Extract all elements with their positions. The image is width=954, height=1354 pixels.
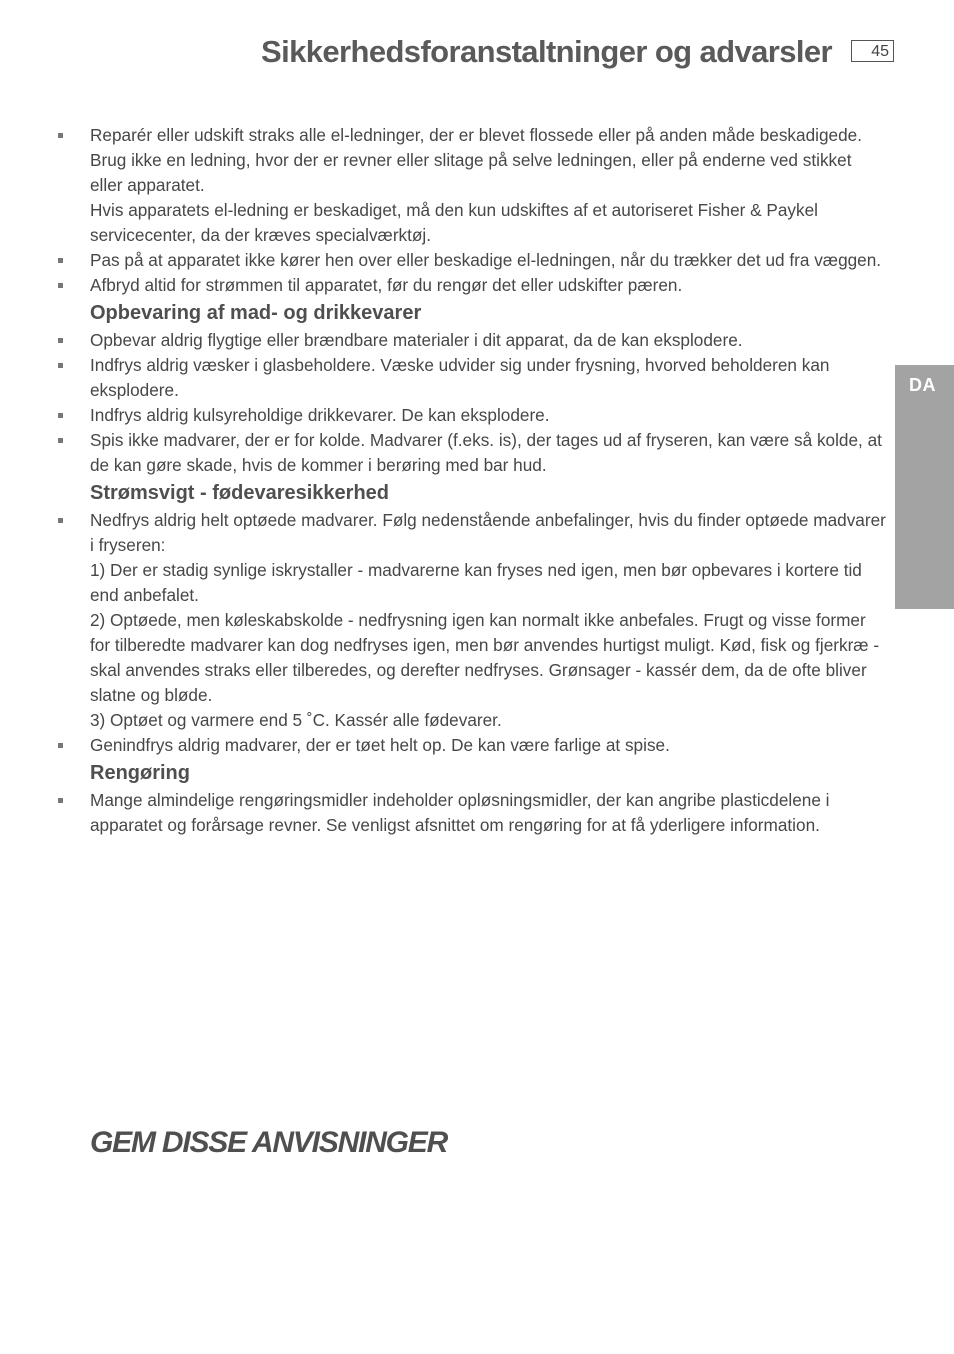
section-heading-cleaning: Rengøring	[90, 762, 190, 784]
square-bullet-icon	[58, 363, 63, 368]
square-bullet-icon	[58, 283, 63, 288]
square-bullet-icon	[58, 413, 63, 418]
list-item: Afbryd altid for strømmen til apparatet, før du rengør det eller udskifter pæren.	[0, 273, 895, 298]
section-heading-power-failure: Strømsvigt - fødevaresikkerhed	[90, 482, 389, 504]
square-bullet-icon	[58, 133, 63, 138]
intro-list	[0, 123, 895, 298]
square-bullet-icon	[58, 743, 63, 748]
cleaning-list	[0, 788, 895, 838]
list-item: Mange almindelige rengøringsmidler indeholder opløsningsmidler, der kan angribe plasticdelene i apparatet og forårsage revner. Se venligst afsnittet om rengøring for at få yderligere information.	[0, 788, 895, 838]
save-instructions-title: GEM DISSE ANVISNINGER	[90, 1126, 448, 1159]
list-item: Genindfrys aldrig madvarer, der er tøet helt op. De kan være farlige at spise.	[0, 733, 895, 758]
section-heading-food-storage: Opbevaring af mad- og drikkevarer	[90, 302, 422, 324]
list-item: Reparér eller udskift straks alle el-ledninger, der er blevet flossede eller på anden måde beskadigede. Brug ikke en ledning, hvor der er revner eller slitage på selve ledningen, eller på enderne ved stikket eller apparatet. Hvis apparatets el-ledning er beskadiget, må den kun udskiftes af et autoriseret Fisher & Paykel servicecenter, da der kræves specialværktøj.	[0, 123, 895, 248]
list-item: Indfrys aldrig kulsyreholdige drikkevarer. De kan eksplodere.	[0, 403, 895, 428]
list-item: Indfrys aldrig væsker i glasbeholdere. Væske udvider sig under frysning, hvorved beholderen kan eksplodere.	[0, 353, 895, 403]
square-bullet-icon	[58, 258, 63, 263]
square-bullet-icon	[58, 798, 63, 803]
list-item: Nedfrys aldrig helt optøede madvarer. Følg nedenstående anbefalinger, hvis du finder optøede madvarer i fryseren: 1) Der er stadig synlige iskrystaller - madvarerne kan fryses ned igen, men bør opbevares i kortere tid end anbefalet. 2) Optøede, men køleskabskolde - nedfrysning igen kan normalt ikke anbefales. Frugt og visse former for tilberedte madvarer kan dog nedfryses igen, men bør anvendes hurtigst muligt. Kød, fisk og fjerkræ - skal anvendes straks eller tilberedes, og derefter nedfryses. Grønsager - kassér dem, da de ofte bliver slatne og bløde. 3) Optøet og varmere end 5 ˚C. Kassér alle fødevarer.	[0, 508, 895, 733]
page-number: 45	[851, 40, 894, 62]
list-item: Pas på at apparatet ikke kører hen over eller beskadige el-ledningen, når du trækker det ud fra væggen.	[0, 248, 895, 273]
power-failure-list	[0, 508, 895, 758]
square-bullet-icon	[58, 438, 63, 443]
page-title: Sikkerhedsforanstaltninger og advarsler	[261, 34, 832, 69]
list-item: Opbevar aldrig flygtige eller brændbare materialer i dit apparat, da de kan eksplodere.	[0, 328, 895, 353]
content-area	[0, 123, 895, 838]
food-storage-list	[0, 328, 895, 478]
language-tab	[895, 365, 954, 609]
square-bullet-icon	[58, 338, 63, 343]
square-bullet-icon	[58, 518, 63, 523]
list-item: Spis ikke madvarer, der er for kolde. Madvarer (f.eks. is), der tages ud af fryseren, kan være så kolde, at de kan gøre skade, hvis de kommer i berøring med bar hud.	[0, 428, 895, 478]
language-tab-label: DA	[909, 375, 936, 395]
